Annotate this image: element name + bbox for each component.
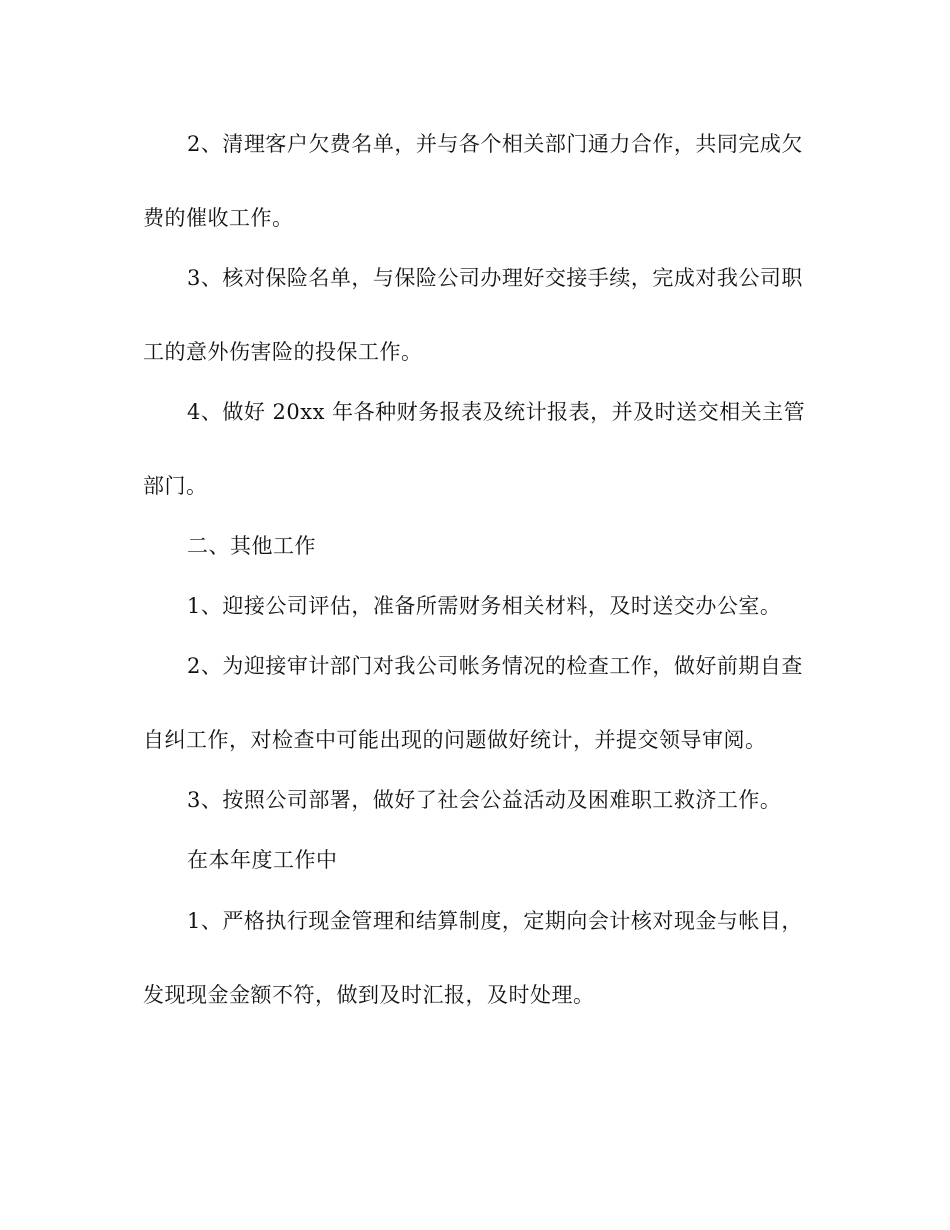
paragraph-line: 2、清理客户欠费名单，并与各个相关部门通力合作，共同完成欠	[187, 132, 803, 156]
paragraph-line: 2、为迎接审计部门对我公司帐务情况的检查工作，做好前期自查	[187, 654, 803, 678]
paragraph-line: 部门。	[143, 474, 208, 498]
paragraph-line: 3、核对保险名单，与保险公司办理好交接手续，完成对我公司职	[187, 266, 803, 290]
section-heading: 在本年度工作中	[187, 848, 338, 872]
section-heading: 二、其他工作	[187, 534, 316, 558]
paragraph-line: 1、严格执行现金管理和结算制度，定期向会计核对现金与帐目，	[187, 909, 803, 933]
paragraph-line: 发现现金金额不符，做到及时汇报，及时处理。	[143, 983, 595, 1007]
paragraph-line: 1、迎接公司评估，准备所需财务相关材料，及时送交办公室。	[187, 594, 782, 618]
paragraph-line: 4、做好 20xx 年各种财务报表及统计报表，并及时送交相关主管	[187, 400, 806, 424]
paragraph-line: 3、按照公司部署，做好了社会公益活动及困难职工救济工作。	[187, 788, 782, 812]
paragraph-line: 自纠工作，对检查中可能出现的问题做好统计，并提交领导审阅。	[143, 728, 767, 752]
paragraph-line: 工的意外伤害险的投保工作。	[143, 340, 423, 364]
paragraph-line: 费的催收工作。	[143, 206, 294, 230]
